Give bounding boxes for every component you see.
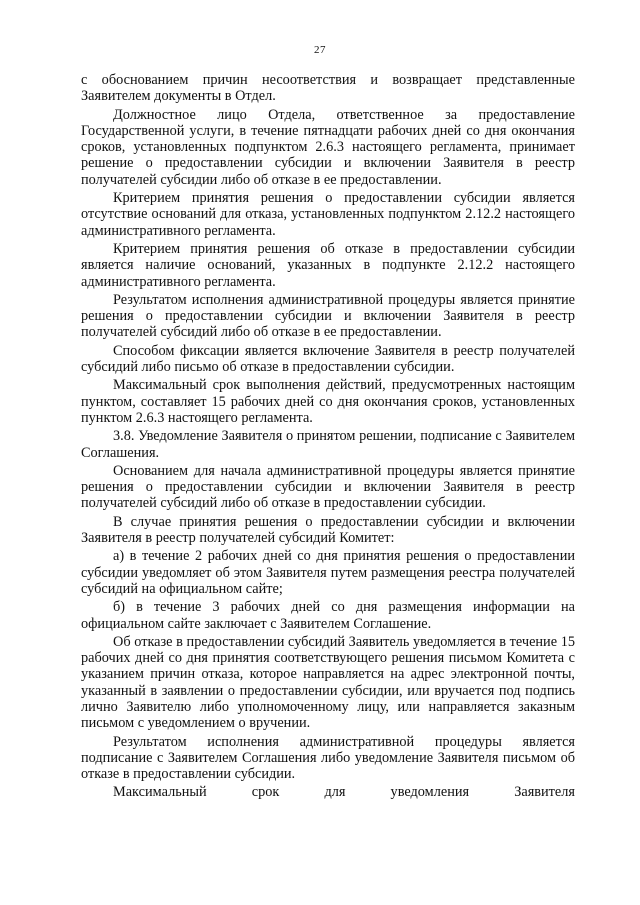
page-number: 27	[314, 44, 326, 56]
paragraph: Способом фиксации является включение Заявителя в реестр получателей субсидий либо письмо об отказе в предоставлении субсидии.	[81, 342, 575, 376]
paragraph: б) в течение 3 рабочих дней со дня размещения информации на официальном сайте заключает с Заявителем Соглашение.	[81, 599, 575, 632]
paragraph: а) в течение 2 рабочих дней со дня принятия решения о предоставлении субсидии уведомляет об этом Заявителя путем размещения реестра получателей субсидий на официальном сайте;	[81, 548, 575, 597]
document-body	[81, 72, 575, 803]
paragraph: В случае принятия решения о предоставлении субсидии и включении Заявителя в реестр получателей субсидий Комитет:	[81, 513, 575, 547]
paragraph: Результатом исполнения административной процедуры является подписание с Заявителем Соглашения либо уведомление Заявителя письмом об отказе в предоставлении субсидии.	[81, 733, 575, 783]
paragraph: Основанием для начала административной процедуры является принятие решения о предоставлении субсидии и включении Заявителя в реестр получателей субсидий либо об отказе в предоставлении субсидии.	[81, 462, 575, 512]
paragraph: Критерием принятия решения об отказе в предоставлении субсидии является наличие оснований, указанных в подпункте 2.12.2 настоящего административного регламента.	[81, 240, 575, 290]
paragraph: 3.8. Уведомление Заявителя о принятом решении, подписание с Заявителем Соглашения.	[81, 428, 575, 461]
paragraph: с обоснованием причин несоответствия и возвращает представленные Заявителем документы в Отдел.	[81, 72, 575, 105]
paragraph: Об отказе в предоставлении субсидий Заявитель уведомляется в течение 15 рабочих дней со дня принятия соответствующего решения письмом Комитета с указанием причин отказа, которое направляется на адрес электронной почты, указанный в заявлении о предоставлении субсидии, или вручается под подпись лично Заявителю либо уполномоченному лицу, или направляется заказным письмом с уведомлением о вручении.	[81, 633, 575, 732]
paragraph: Результатом исполнения административной процедуры является принятие решения о предоставлении субсидии и включении Заявителя в реестр получателей субсидий либо об отказе в ее предоставлении.	[81, 291, 575, 341]
paragraph: Должностное лицо Отдела, ответственное за предоставление Государственной услуги, в течение пятнадцати рабочих дней со дня окончания сроков, установленных подпунктом 2.6.3 настоящего регламента, принимает решение о предоставлении субсидии и включении Заявителя в реестр получателей субсидии либо об отказе в ее предоставлении.	[81, 106, 575, 188]
paragraph: Критерием принятия решения о предоставлении субсидии является отсутствие оснований для отказа, установленных подпунктом 2.12.2 настоящего административного регламента.	[81, 190, 575, 239]
paragraph: Максимальный срок выполнения действий, предусмотренных настоящим пунктом, составляет 15 рабочих дней со дня окончания сроков, установленных пунктом 2.6.3 настоящего регламента.	[81, 377, 575, 426]
paragraph: Максимальный срок для уведомления Заявителя	[113, 784, 575, 801]
